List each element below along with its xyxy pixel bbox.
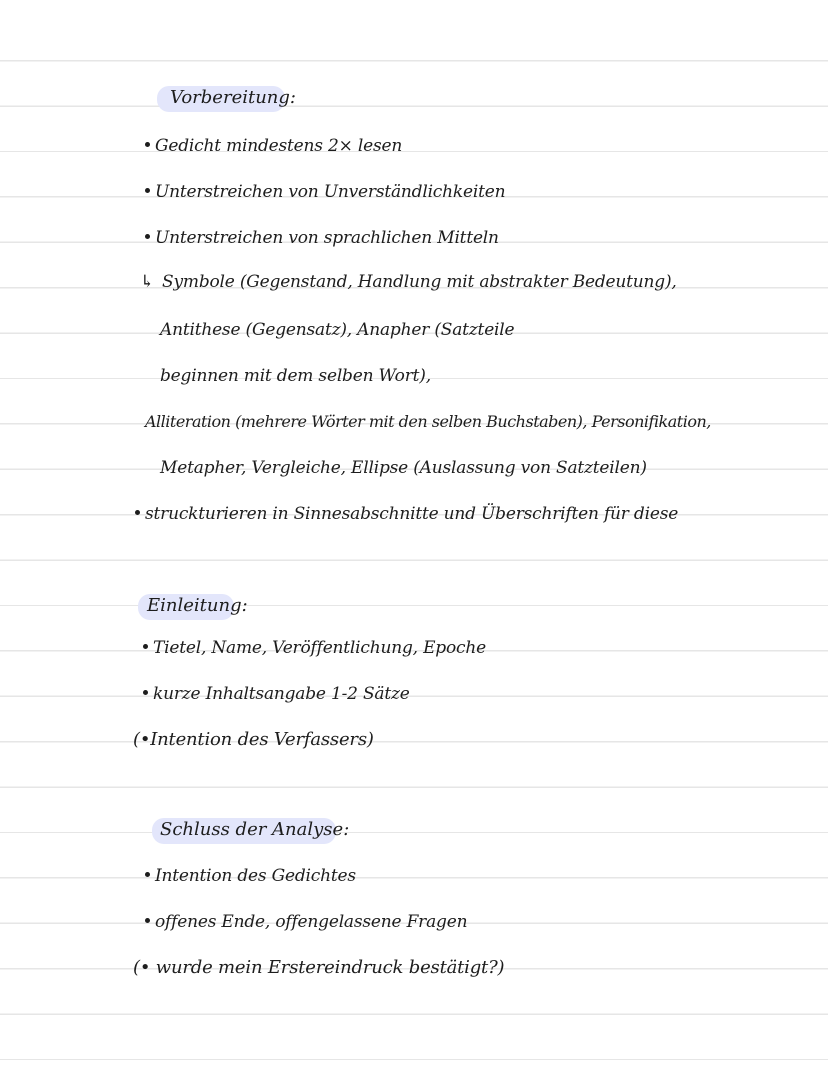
list-item-text: Intention des Gedichtes	[155, 866, 356, 886]
section-heading-schluss: Schluss der Analyse:	[160, 819, 350, 840]
list-item-continuation: Alliteration (mehrere Wörter mit den selben Buchstaben), Personifikation,	[145, 412, 711, 431]
bullet-icon	[145, 918, 150, 923]
bullet-icon	[143, 690, 148, 695]
list-item	[143, 682, 410, 706]
bullet-icon	[145, 142, 150, 147]
list-item	[135, 502, 678, 526]
bullet-icon	[145, 872, 150, 877]
arrow-icon: ↳	[140, 272, 155, 292]
bullet-icon	[145, 188, 150, 193]
list-item-continuation: Antithese (Gegensatz), Anapher (Satzteile	[160, 320, 515, 340]
list-item-text: Tietel, Name, Veröffentlichung, Epoche	[153, 638, 486, 658]
list-item	[145, 180, 505, 204]
list-item-text: Unterstreichen von Unverständlichkeiten	[155, 182, 506, 202]
list-item-continuation: beginnen mit dem selben Wort),	[160, 366, 431, 386]
bullet-icon	[135, 510, 140, 515]
list-item: (• wurde mein Erstereindruck bestätigt?)	[133, 957, 505, 978]
list-item	[145, 864, 356, 888]
section-heading-einleitung: Einleitung:	[147, 595, 248, 616]
list-item-continuation: Metapher, Vergleiche, Ellipse (Auslassung von Satzteilen)	[160, 458, 647, 478]
list-item	[143, 636, 486, 660]
section-heading-vorbereitung: Vorbereitung:	[170, 87, 296, 108]
list-item-text: Symbole (Gegenstand, Handlung mit abstrakter Bedeutung),	[162, 272, 677, 292]
list-item: (•Intention des Verfassers)	[133, 729, 374, 750]
list-item-text: Gedicht mindestens 2× lesen	[155, 136, 403, 156]
list-item	[145, 134, 402, 158]
list-item	[145, 226, 499, 250]
list-item-text: struckturieren in Sinnesabschnitte und Überschriften für diese	[145, 504, 679, 524]
bullet-icon	[145, 234, 150, 239]
list-item-text: offenes Ende, offengelassene Fragen	[155, 912, 468, 932]
list-item-text: Unterstreichen von sprachlichen Mitteln	[155, 228, 499, 248]
bullet-icon	[143, 644, 148, 649]
list-item	[140, 270, 677, 294]
list-item-text: kurze Inhaltsangabe 1-2 Sätze	[153, 684, 410, 704]
list-item	[145, 910, 467, 934]
